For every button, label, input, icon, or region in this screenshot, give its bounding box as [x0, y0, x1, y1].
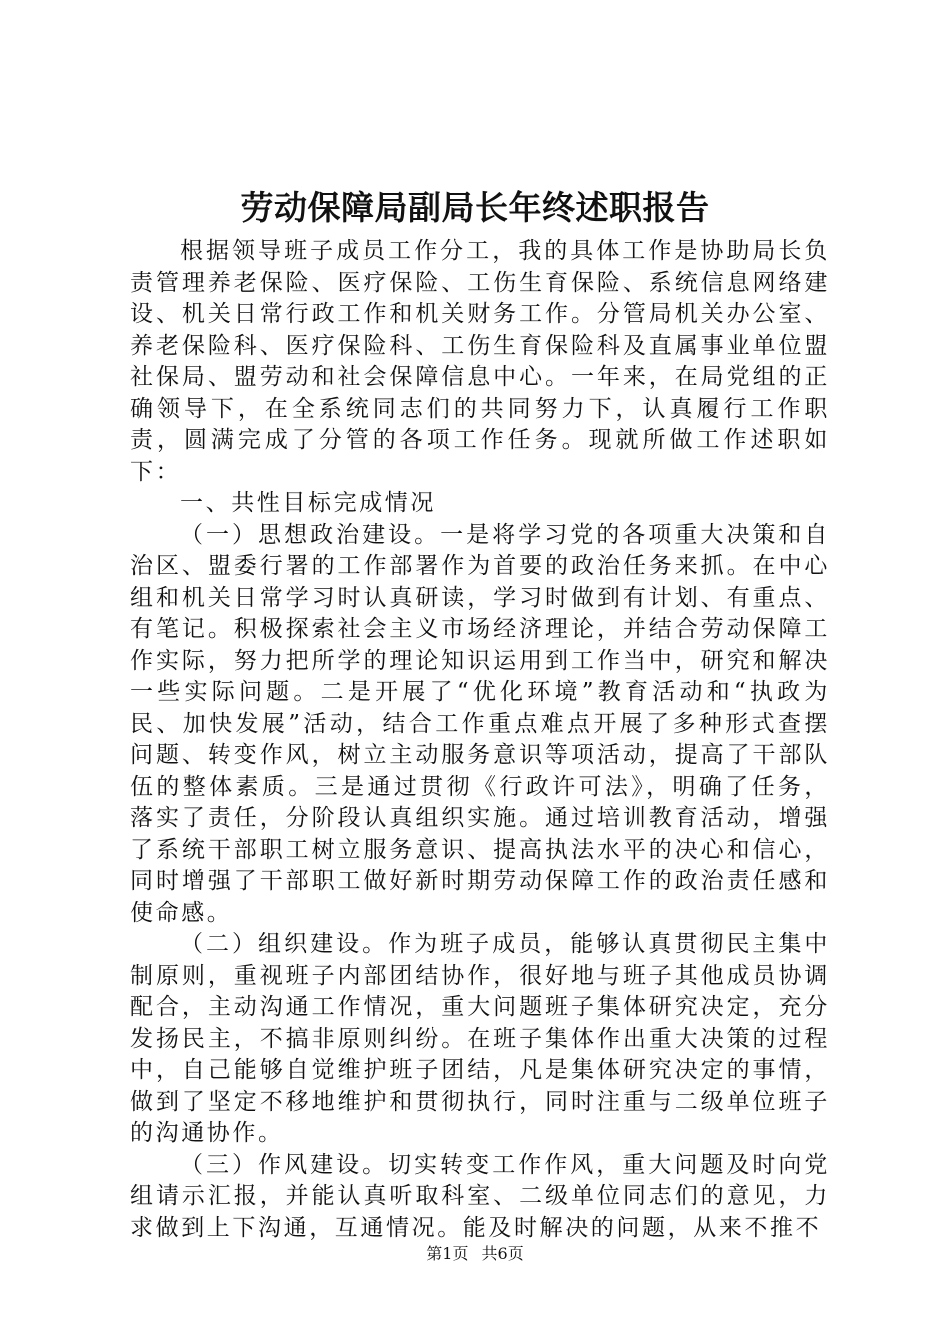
page-total: 共6页 — [481, 1244, 524, 1263]
section-heading: 一、共性目标完成情况 — [180, 490, 436, 516]
paragraph-organization: （二）组织建设。作为班子成员，能够认真贯彻民主集中制原则，重视班子内部团结协作，很好地与班子其他成员协调配合，主动沟通工作情况，重大问题班子集体研究决定，充分发扬民主，不搞非原则纠纷。在班子集体作出重大决策的过程中，自己能够自觉维护班子团结，凡是集体研究决定的事情，做到了坚定不移地维护和贯彻执行，同时注重与二级单位班子的沟通协作。 — [130, 931, 830, 1146]
document-body — [130, 236, 830, 1244]
page-footer — [0, 1243, 950, 1265]
paragraph-work-style: （三）作风建设。切实转变工作作风，重大问题及时向党组请示汇报，并能认真听取科室、二级单位同志们的意见，力求做到上下沟通，互通情况。能及时解决的问题，从来不推不 — [130, 1151, 830, 1241]
document-title: 劳动保障局副局长年终述职报告 — [240, 188, 710, 227]
page-number: 第1页 — [426, 1244, 469, 1263]
paragraph-ideological: （一）思想政治建设。一是将学习党的各项重大决策和自治区、盟委行署的工作部署作为首要的政治任务来抓。在中心组和机关日常学习时认真研读，学习时做到有计划、有重点、有笔记。积极探索社会主义市场经济理论，并结合劳动保障工作实际，努力把所学的理论知识运用到工作当中，研究和解决一些实际问题。二是开展了“优化环境”教育活动和“执政为民、加快发展”活动，结合工作重点难点开展了多种形式查摆问题、转变作风，树立主动服务意识等项活动，提高了干部队伍的整体素质。三是通过贯彻《行政许可法》，明确了任务，落实了责任，分阶段认真组织实施。通过培训教育活动，增强了系统干部职工树立服务意识、提高执法水平的决心和信心，同时增强了干部职工做好新时期劳动保障工作的政治责任感和使命感。 — [130, 521, 830, 926]
intro-paragraph: 根据领导班子成员工作分工，我的具体工作是协助局长负责管理养老保险、医疗保险、工伤生育保险、系统信息网络建设、机关日常行政工作和机关财务工作。分管局机关办公室、养老保险科、医疗保险科、工伤生育保险科及直属事业单位盟社保局、盟劳动和社会保障信息中心。一年来，在局党组的正确领导下，在全系统同志们的共同努力下，认真履行工作职责，圆满完成了分管的各项工作任务。现就所做工作述职如下： — [130, 238, 830, 485]
